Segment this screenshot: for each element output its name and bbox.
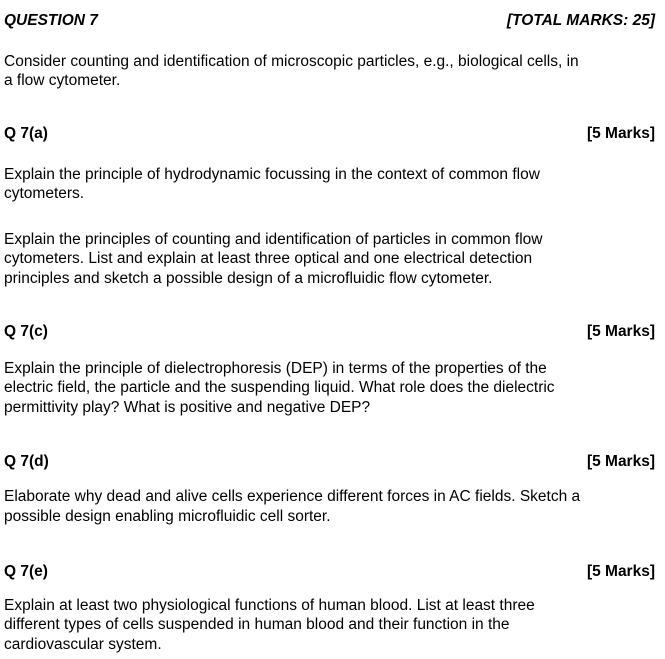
part-c-line-2: electric field, the particle and the suspending liquid. What role does the dielectric	[4, 379, 555, 396]
part-a-label: Q 7(a)	[4, 125, 48, 142]
part-c-line-3: permittivity play? What is positive and negative DEP?	[4, 399, 371, 416]
part-a-para1-line-1: Explain the principle of hydrodynamic focussing in the context of common flow	[4, 166, 540, 183]
question-title: QUESTION 7	[4, 12, 98, 29]
intro-line-1: Consider counting and identification of microscopic particles, e.g., biological cells, in	[4, 53, 579, 70]
part-d-line-1: Elaborate why dead and alive cells experience different forces in AC fields. Sketch a	[4, 488, 581, 505]
part-e-line-2: different types of cells suspended in human blood and their function in the	[4, 616, 510, 633]
part-d-header	[4, 452, 655, 472]
part-a-para2-line-3: principles and sketch a possible design of a microfluidic flow cytometer.	[4, 270, 493, 287]
part-c-line-1: Explain the principle of dielectrophoresis (DEP) in terms of the properties of the	[4, 360, 547, 377]
part-e-line-3: cardiovascular system.	[4, 636, 162, 653]
part-a-para2-line-2: cytometers. List and explain at least three optical and one electrical detection	[4, 250, 533, 267]
question-header	[4, 11, 655, 31]
part-e-line-1: Explain at least two physiological functions of human blood. List at least three	[4, 597, 535, 614]
part-a-marks: [5 Marks]	[586, 125, 655, 142]
part-e-label: Q 7(e)	[4, 563, 48, 580]
part-a-para2-line-1: Explain the principles of counting and identification of particles in common flow	[4, 231, 543, 248]
part-a-para1-line-2: cytometers.	[4, 185, 85, 202]
intro-line-2: a flow cytometer.	[4, 72, 121, 89]
part-a-header	[4, 124, 655, 144]
part-c-marks: [5 Marks]	[586, 323, 655, 340]
part-c-header	[4, 322, 655, 342]
part-d-label: Q 7(d)	[4, 453, 49, 470]
part-d-line-2: possible design enabling microfluidic cell sorter.	[4, 508, 331, 525]
total-marks: [TOTAL MARKS: 25]	[506, 12, 655, 29]
part-e-marks: [5 Marks]	[586, 563, 655, 580]
part-d-marks: [5 Marks]	[586, 453, 655, 470]
part-e-header	[4, 562, 655, 582]
part-c-label: Q 7(c)	[4, 323, 48, 340]
